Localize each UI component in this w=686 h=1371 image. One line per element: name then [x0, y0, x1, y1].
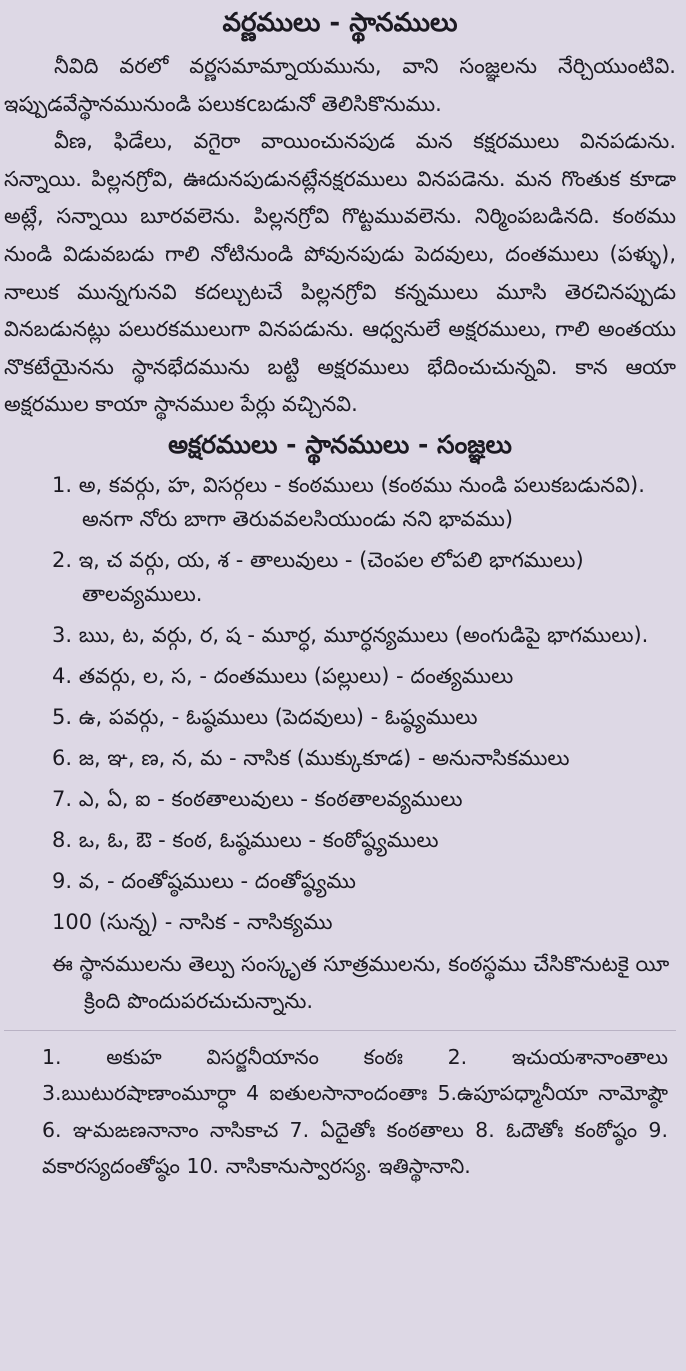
list-item: 2. ఇ, చ వర్గు, య, శ - తాలువులు - (చెంపల లోపలి భాగములు) తాలవ్యములు.: [52, 547, 584, 606]
list-item: 9. వ, - దంతోష్ఠములు - దంతోష్ఠ్యము: [52, 868, 356, 893]
list-item: 7. ఎ, ఏ, ఐ - కంఠతాలువులు - కంఠతాలవ్యములు: [52, 786, 463, 811]
explanation-paragraph: వీణ, ఫిడేలు, వగైరా వాయించునపుడ మన కక్షరములు వినపడును. సన్నాయి. పిల్లనగ్రోవి, ఊదునపుడునట్లేనక్షరములు వినపడెను. మన గొంతుక కూడా అట్లే, సన్నాయి బూరవలెను. పిల్లనగ్రోవి గొట్టమువలెను. నిర్మింపబడినది. కంఠము నుండి విడువబడు గాలి నోటినుండి పోవునపుడు పెదవులు, దంతములు (పళ్ళు), నాలుక మున్నగునవి కదల్చుటచే పిల్లనగ్రోవి కన్నములు మూసి తెరచినప్పుడు వినబడునట్లు పలురకములుగా వినపడును. ఆధ్వనులే అక్షరములు, గాలి అంతయు నొకటేయైనను స్థానభేదమును బట్టి అక్షరములు భేదించుచున్నవి. కాన ఆయా అక్షరముల కాయా స్థానముల పేర్లు వచ్చినవి.: [4, 129, 676, 417]
list-item: 5. ఉ, పవర్గు, - ఓష్ఠములు (పెదవులు) - ఓష్ఠ్యములు: [52, 704, 478, 729]
sanskrit-sutras: 1. అకుహ విసర్జనీయానం కంఠః 2. ఇచుయశానాంతాలు 3.ఋటురషాణాంమూర్ధా 4 ఐతులసానాందంతాః 5.ఉపూపధ్మానీయా నామోష్ఠౌ 6. ఞమఙణనానాం నాసికాచ 7. ఏదైతోః కంఠతాలు 8. ఓదౌతోః కంఠోష్ఠం 9. వకారస్యదంతోష్ఠం 10. నాసికానుస్వారస్య. ఇతిస్థానాని.: [42, 1044, 668, 1179]
places-list: [4, 468, 676, 939]
list-item: 3. ఋ, ట, వర్గు, ర, ష - మూర్ధ, మూర్ధన్యములు (అంగుడిపై భాగములు).: [52, 622, 649, 647]
list-item: 6. జ, ఞ, ణ, న, మ - నాసిక (ముక్కుకూడ) - అనునాసికములు: [52, 745, 570, 770]
list-item: 1. అ, కవర్గు, హ, విసర్గలు - కంఠములు (కంఠము నుండి పలుకబడునవి). అనగా నోరు బాగా తెరువవలసియుండు నని భావము): [52, 472, 645, 531]
divider: [4, 1030, 676, 1031]
sutra-note: ఈ స్థానములను తెల్పు సంస్కృత సూత్రములను, కంఠస్థము చేసికొనుటకై యీ క్రింది పొందుపరచుచున్నాను.: [52, 951, 670, 1013]
section-heading: అక్షరములు - స్థానములు - సంజ్ఞలు: [168, 429, 512, 459]
page-title: వర్ణములు - స్థానములు: [222, 8, 458, 38]
list-item: 8. ఒ, ఓ, ఔ - కంఠ, ఓష్ఠములు - కంఠోష్ఠ్యములు: [52, 827, 439, 852]
list-item: 4. తవర్గు, ల, స, - దంతములు (పల్లులు) - దంత్యములు: [52, 663, 514, 688]
intro-paragraph: నీవిది వరలో వర్ణసమామ్నాయమును, వాని సంజ్ఞలను నేర్చియుంటివి. ఇప్పుడవేస్థానమునుండి పలుకcబడునో తెలిసికొనుము.: [4, 54, 676, 116]
list-item: 100 (సున్న) - నాసిక - నాసిక్యము: [52, 909, 333, 934]
